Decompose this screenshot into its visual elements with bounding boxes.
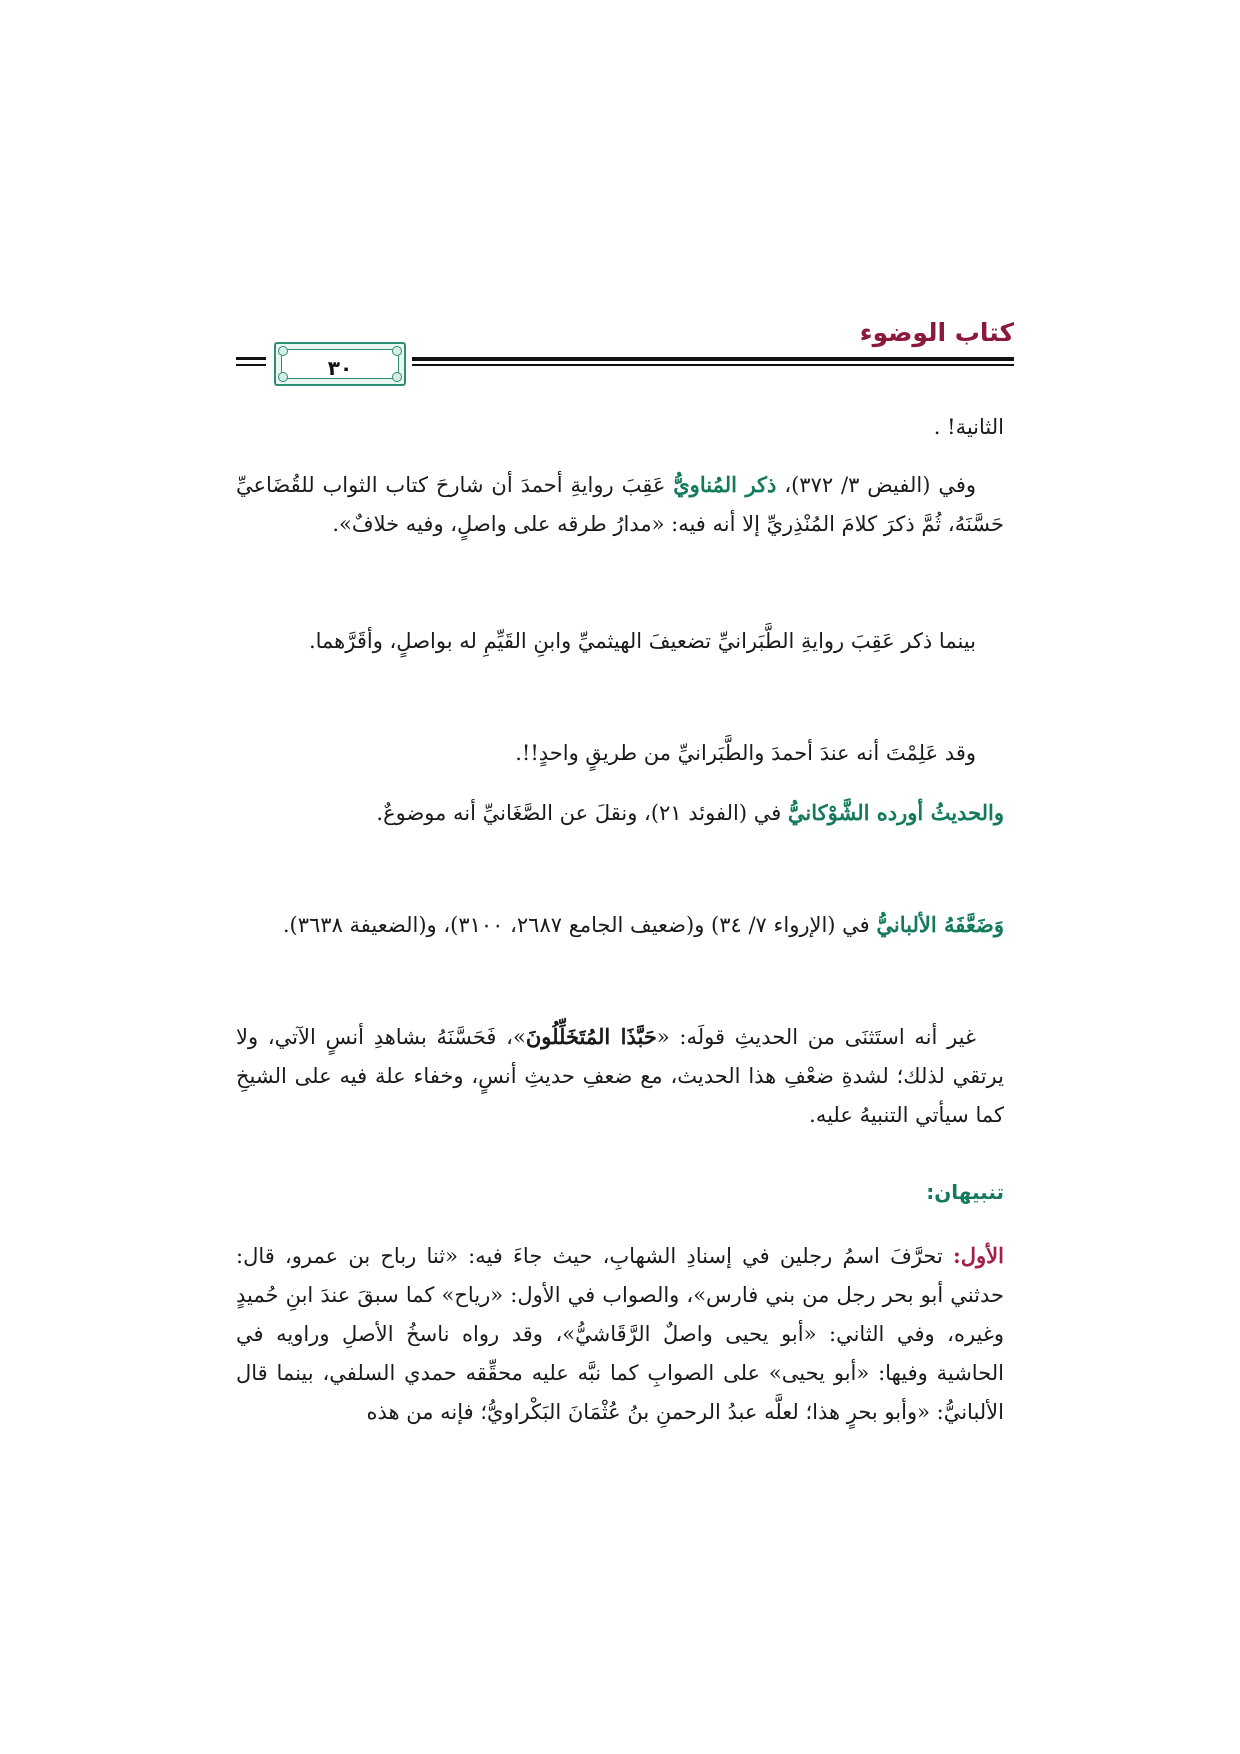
header-rule-left-thin <box>236 364 266 366</box>
paragraph-text: »، فَحَسَّنَهُ بشاهدِ أنسٍ الآتي، ولا يرتقي لذلك؛ لشدةِ ضعْفِ هذا الحديث، مع ضعفِ حديثِ أنسٍ، وخفاء علة فيه على الشيخِ كما سيأتي التنبيهُ عليه. <box>236 1025 1004 1127</box>
paragraph-text: في (الإرواء ٧/ ٣٤) و(ضعيف الجامع ٢٦٨٧، ٣١٠٠)، و(الضعيفة ٣٦٣٨). <box>282 913 877 937</box>
page-number-frame <box>281 349 399 379</box>
header-rule-thin <box>412 364 1014 366</box>
highlight-text: الأول: <box>953 1243 1004 1268</box>
book-title: كتاب الوضوء <box>859 318 1014 347</box>
paragraph-2 <box>236 465 1004 544</box>
ornament-icon <box>392 346 402 356</box>
paragraph-text: وقد عَلِمْتَ أنه عندَ أحمدَ والطَّبَرانيِّ من طريقٍ واحدٍ!!. <box>515 741 976 765</box>
page-number-badge <box>274 342 406 386</box>
ornament-icon <box>278 346 288 356</box>
highlight-text: وَضَعَّفَهُ الألبانيُّ <box>876 912 1004 937</box>
subheading-text: تنبيهان: <box>926 1180 1004 1204</box>
header-rule-thick <box>412 357 1014 361</box>
paragraph-3 <box>236 622 1004 661</box>
highlight-text: والحديثُ أورده الشَّوْكانيُّ <box>787 800 1004 825</box>
paragraph-text: وفي (الفيض ٣/ ٣٧٢)، <box>776 473 976 497</box>
paragraph-4 <box>236 734 1004 773</box>
paragraph-text: الثانية! . <box>933 415 1004 439</box>
quoted-phrase: حَبَّذَا المُتَخَلِّلُونَ <box>525 1024 657 1049</box>
paragraph-text: في (الفوئد ٢١)، ونقلَ عن الصَّغَانيِّ أنه موضوعٌ. <box>376 801 788 825</box>
section-heading <box>236 1173 1004 1212</box>
paragraph-8 <box>236 1236 1004 1432</box>
paragraph-text: تحرَّفَ اسمُ رجلين في إسنادِ الشهابِ، حيث جاءَ فيه: «ثنا رباح بن عمرو، قال: حدثني أبو بحر رجل من بني فارس»، والصواب في الأول: «رياح» كما سبقَ عندَ ابنِ حُميدٍ وغيره، وفي الثاني: «أبو يحيى واصلٌ الرَّقَاشيُّ»، وقد رواه ناسخُ الأصلِ وراويه في الحاشية وفيها: «أبو يحيى» على الصوابِ كما نبَّه عليه محقِّقه حمدي السلفي، بينما قال الألبانيُّ: «وأبو بحرٍ هذا؛ لعلَّه عبدُ الرحمنِ بنُ عُثْمَانَ البَكْراويُّ؛ فإنه من هذه <box>236 1244 1004 1424</box>
ornament-icon <box>392 372 402 382</box>
ornament-icon <box>278 372 288 382</box>
header-rule-left-thick <box>236 357 266 360</box>
paragraph-7 <box>236 1017 1004 1135</box>
paragraph-5 <box>236 793 1004 833</box>
paragraph-text: بينما ذكر عَقِبَ روايةِ الطَّبَرانيِّ تضعيفَ الهيثميِّ وابنِ القَيِّمِ له بواصلٍ، وأقَرَّهما. <box>308 629 976 653</box>
page-header <box>236 312 1014 392</box>
paragraph-6 <box>236 905 1004 945</box>
highlight-text: ذكر المُناويُّ <box>673 472 777 497</box>
page-number: ٣٠ <box>327 356 353 380</box>
paragraph-text: غير أنه استَثنَى من الحديثِ قولَه: « <box>656 1025 976 1049</box>
paragraph-text: عَقِبَ روايةِ أحمدَ أن شارحَ كتاب الثواب للقُضَاعيِّ حَسَّنَهُ، ثُمَّ ذكرَ كلامَ المُنْذِريِّ إلا أنه فيه: «مدارُ طرقه على واصلٍ، وفيه خلافٌ». <box>236 473 1004 536</box>
paragraph-1 <box>236 408 1004 447</box>
